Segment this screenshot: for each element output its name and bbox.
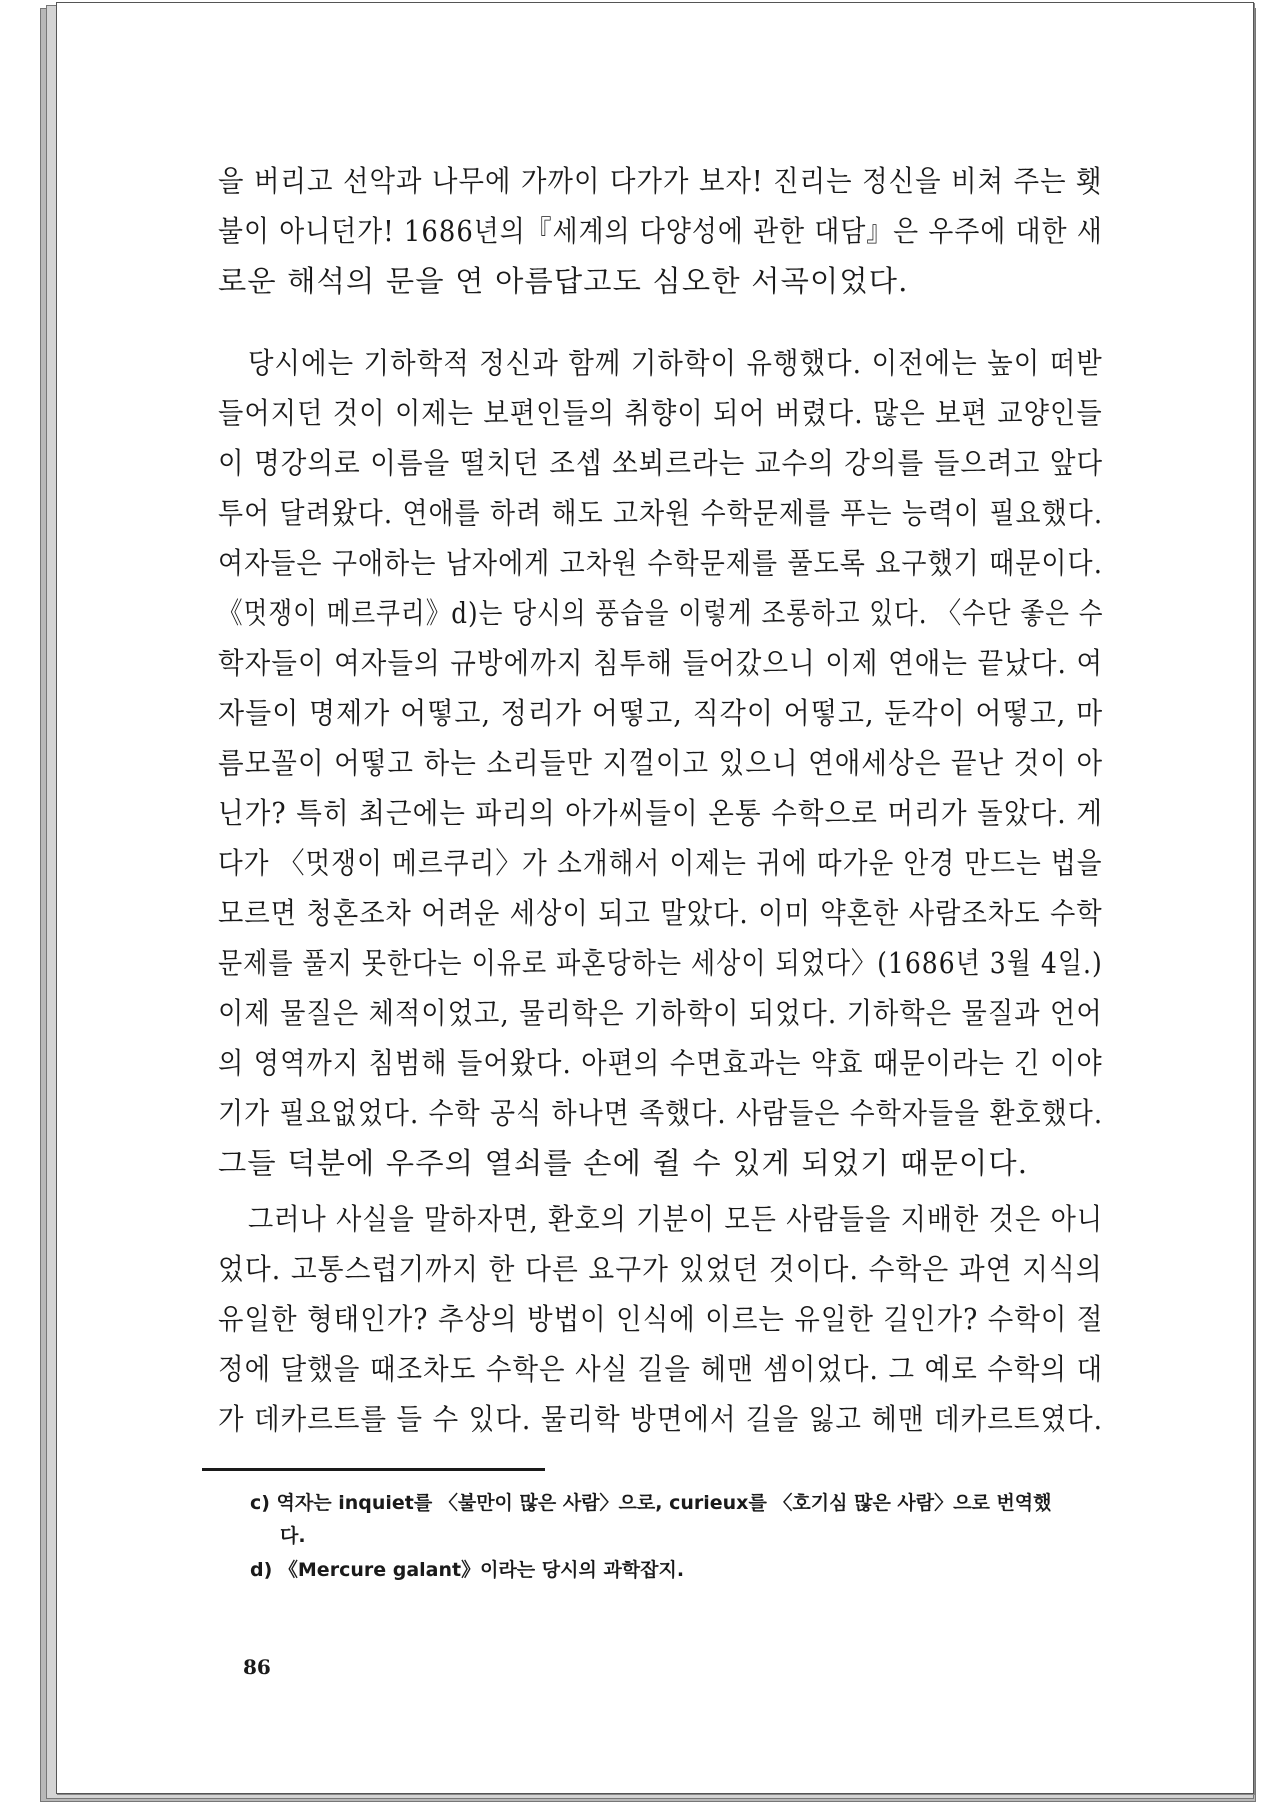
body-line: 유일한 형태인가? 추상의 방법이 인식에 이르는 유일한 길인가? 수학이 절 bbox=[218, 1302, 1104, 1336]
body-line: 름모꼴이 어떻고 하는 소리들만 지껄이고 있으니 연애세상은 끝난 것이 아 bbox=[218, 746, 1104, 780]
footnote-d: d) 《Mercure galant》이라는 당시의 과학잡지. bbox=[250, 1559, 685, 1581]
body-line: 의 영역까지 침범해 들어왔다. 아편의 수면효과는 약효 때문이라는 긴 이야 bbox=[218, 1046, 1103, 1080]
body-line: 자들이 명제가 어떻고, 정리가 어떻고, 직각이 어떻고, 둔각이 어떻고, 마 bbox=[218, 696, 1104, 730]
body-line: 었다. 고통스럽기까지 한 다른 요구가 있었던 것이다. 수학은 과연 지식의 bbox=[218, 1252, 1103, 1286]
body-line: 다가 〈멋쟁이 메르쿠리〉가 소개해서 이제는 귀에 따가운 안경 만드는 법을 bbox=[218, 846, 1103, 880]
page-number: 86 bbox=[243, 1655, 271, 1679]
body-line: 문제를 풀지 못한다는 이유로 파혼당하는 세상이 되었다〉(1686년 3월 4일.) bbox=[218, 946, 1103, 980]
body-line: 정에 달했을 때조차도 수학은 사실 길을 헤맨 셈이었다. 그 예로 수학의 대 bbox=[218, 1352, 1104, 1386]
body-line: 그러나 사실을 말하자면, 환호의 기분이 모든 사람들을 지배한 것은 아니 bbox=[248, 1202, 1104, 1236]
body-line: 을 버리고 선악과 나무에 가까이 다가가 보자! 진리는 정신을 비쳐 주는 횃 bbox=[218, 164, 1103, 198]
body-line: 기가 필요없었다. 수학 공식 하나면 족했다. 사람들은 수학자들을 환호했다. bbox=[218, 1096, 1104, 1130]
body-line: 그들 덕분에 우주의 열쇠를 손에 쥘 수 있게 되었기 때문이다. bbox=[218, 1146, 1029, 1180]
footnote-c-continuation: 다. bbox=[280, 1525, 306, 1547]
body-line: 당시에는 기하학적 정신과 함께 기하학이 유행했다. 이전에는 높이 떠받 bbox=[248, 346, 1103, 380]
body-line: 닌가? 특히 최근에는 파리의 아가씨들이 온통 수학으로 머리가 돌았다. 게 bbox=[218, 796, 1104, 830]
body-line: 이 명강의로 이름을 떨치던 조셉 쏘뵈르라는 교수의 강의를 들으려고 앞다 bbox=[218, 446, 1104, 480]
footnote-separator-rule bbox=[202, 1468, 545, 1471]
body-line: 모르면 청혼조차 어려운 세상이 되고 말았다. 이미 약혼한 사람조차도 수학 bbox=[218, 896, 1103, 930]
body-line: 여자들은 구애하는 남자에게 고차원 수학문제를 풀도록 요구했기 때문이다. bbox=[218, 546, 1104, 580]
body-line: 로운 해석의 문을 연 아름답고도 심오한 서곡이었다. bbox=[218, 264, 909, 298]
footnote-c: c) 역자는 inquiet를 〈불만이 많은 사람〉으로, curieux를 〈호기심 많은 사람〉으로 번역했 bbox=[250, 1492, 1052, 1514]
body-line: 들어지던 것이 이제는 보편인들의 취향이 되어 버렸다. 많은 보편 교양인들 bbox=[218, 396, 1103, 430]
body-line: 이제 물질은 체적이었고, 물리학은 기하학이 되었다. 기하학은 물질과 언어 bbox=[218, 996, 1103, 1030]
body-line: 가 데카르트를 들 수 있다. 물리학 방면에서 길을 잃고 헤맨 데카르트였다. bbox=[218, 1402, 1104, 1436]
body-line: 불이 아니던가! 1686년의『세계의 다양성에 관한 대담』은 우주에 대한 새 bbox=[218, 214, 1103, 248]
body-line: 《멋쟁이 메르쿠리》d)는 당시의 풍습을 이렇게 조롱하고 있다. 〈수단 좋은 수 bbox=[218, 596, 1104, 630]
body-line: 학자들이 여자들의 규방에까지 침투해 들어갔으니 이제 연애는 끝났다. 여 bbox=[218, 646, 1104, 680]
body-line: 투어 달려왔다. 연애를 하려 해도 고차원 수학문제를 푸는 능력이 필요했다. bbox=[218, 496, 1104, 530]
